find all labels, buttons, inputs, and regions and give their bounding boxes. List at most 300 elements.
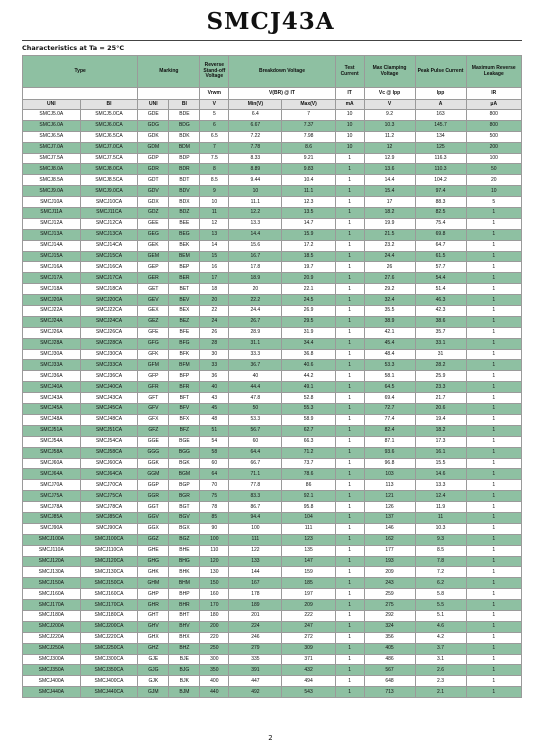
table-cell: SMCJ180A — [23, 610, 81, 621]
header-reverse-standoff: Reverse Stand-off Voltage — [200, 56, 229, 88]
table-row — [23, 665, 522, 676]
table-cell: 1 — [466, 295, 521, 306]
table-row — [23, 175, 522, 186]
table-cell: 35.5 — [364, 306, 415, 317]
table-cell: 22 — [200, 306, 229, 317]
table-cell: 6.2 — [415, 578, 466, 589]
table-cell: SMCJ90CA — [80, 523, 138, 534]
table-cell: 800 — [466, 120, 521, 131]
table-cell: 21.5 — [364, 229, 415, 240]
table-cell: 1 — [466, 436, 521, 447]
table-cell: 1 — [335, 632, 364, 643]
table-cell: 51 — [200, 425, 229, 436]
table-cell: SMCJ24CA — [80, 316, 138, 327]
table-cell: 1 — [466, 208, 521, 219]
table-cell: 10.4 — [282, 175, 335, 186]
table-cell: BEZ — [169, 316, 200, 327]
table-cell: SMCJ440A — [23, 687, 81, 698]
table-cell: BDP — [169, 153, 200, 164]
table-cell: GDX — [138, 197, 169, 208]
unit-marking-uni: UNI — [138, 100, 169, 110]
table-cell: 71.2 — [282, 447, 335, 458]
table-cell: 1 — [466, 338, 521, 349]
table-cell: 53.3 — [364, 360, 415, 371]
table-cell: GHE — [138, 545, 169, 556]
header-row — [23, 56, 522, 88]
table-cell: SMCJ300A — [23, 654, 81, 665]
table-cell: GGK — [138, 458, 169, 469]
table-cell: 292 — [364, 610, 415, 621]
table-row — [23, 567, 522, 578]
table-cell: 13.6 — [364, 164, 415, 175]
table-cell: 222 — [282, 610, 335, 621]
table-cell: GDG — [138, 120, 169, 131]
table-cell: 1 — [335, 643, 364, 654]
table-cell: SMCJ26CA — [80, 327, 138, 338]
table-cell: GJM — [138, 687, 169, 698]
table-cell: 86.7 — [229, 502, 282, 513]
table-cell: 85 — [200, 512, 229, 523]
unit-ua: μA — [466, 100, 521, 110]
table-cell: 713 — [364, 687, 415, 698]
table-cell: SMCJ18A — [23, 284, 81, 295]
table-cell: GDZ — [138, 208, 169, 219]
table-cell: 120 — [200, 556, 229, 567]
table-row — [23, 687, 522, 698]
table-cell: 1 — [335, 316, 364, 327]
table-cell: 10 — [335, 131, 364, 142]
table-cell: 58 — [200, 447, 229, 458]
table-cell: 1 — [335, 600, 364, 611]
table-cell: 1 — [466, 480, 521, 491]
table-cell: 83.3 — [229, 491, 282, 502]
table-cell: GDM — [138, 142, 169, 153]
table-cell: 46.3 — [415, 295, 466, 306]
table-cell: GDR — [138, 164, 169, 175]
table-cell: 1 — [335, 534, 364, 545]
table-cell: GFR — [138, 382, 169, 393]
table-cell: 110.3 — [415, 164, 466, 175]
table-cell: BEE — [169, 218, 200, 229]
table-cell: 1 — [466, 610, 521, 621]
table-cell: BGE — [169, 436, 200, 447]
table-cell: 64.7 — [415, 240, 466, 251]
unit-uni: UNI — [23, 100, 81, 110]
table-cell: 144 — [229, 567, 282, 578]
table-cell: 197 — [282, 589, 335, 600]
table-cell: 13 — [200, 229, 229, 240]
header-type: Type — [23, 56, 138, 88]
table-cell: BET — [169, 284, 200, 295]
table-cell: SMCJ120CA — [80, 556, 138, 567]
table-cell: SMCJ220CA — [80, 632, 138, 643]
table-cell: SMCJ22A — [23, 306, 81, 317]
table-cell: 12.9 — [364, 153, 415, 164]
table-cell: SMCJ14CA — [80, 240, 138, 251]
table-cell: 40 — [200, 382, 229, 393]
table-cell: SMCJ78CA — [80, 502, 138, 513]
table-cell: 122 — [229, 545, 282, 556]
table-cell: 1 — [335, 208, 364, 219]
table-cell: BDG — [169, 120, 200, 131]
table-cell: 12 — [364, 142, 415, 153]
table-cell: SMCJ440CA — [80, 687, 138, 698]
table-cell: 5.5 — [415, 600, 466, 611]
table-cell: 1 — [466, 512, 521, 523]
table-cell: 21.7 — [415, 393, 466, 404]
table-cell: 648 — [364, 676, 415, 687]
table-cell: SMCJ100CA — [80, 534, 138, 545]
table-cell: SMCJ120A — [23, 556, 81, 567]
table-cell: 1 — [466, 284, 521, 295]
table-cell: 1 — [466, 458, 521, 469]
table-cell: 22.1 — [282, 284, 335, 295]
table-cell: 250 — [200, 643, 229, 654]
table-cell: 31.9 — [282, 327, 335, 338]
table-cell: 130 — [200, 567, 229, 578]
table-cell: SMCJ43CA — [80, 393, 138, 404]
table-cell: 19.7 — [282, 262, 335, 273]
table-cell: BGT — [169, 502, 200, 513]
table-cell: GJK — [138, 676, 169, 687]
table-cell: SMCJ110CA — [80, 545, 138, 556]
table-cell: 1 — [466, 425, 521, 436]
table-cell: 10.3 — [364, 120, 415, 131]
table-cell: BDZ — [169, 208, 200, 219]
table-cell: 87.1 — [364, 436, 415, 447]
table-cell: 15.5 — [415, 458, 466, 469]
table-cell: 22.2 — [229, 295, 282, 306]
table-cell: 20.6 — [415, 404, 466, 415]
table-cell: 60 — [229, 436, 282, 447]
table-cell: 2.1 — [415, 687, 466, 698]
table-cell: GDE — [138, 110, 169, 121]
table-cell: 200 — [200, 621, 229, 632]
table-cell: 43 — [200, 393, 229, 404]
table-cell: 1 — [466, 393, 521, 404]
table-cell: 440 — [200, 687, 229, 698]
table-cell: BDM — [169, 142, 200, 153]
table-cell: 567 — [364, 665, 415, 676]
unit-ma: mA — [335, 100, 364, 110]
table-cell: 25.9 — [415, 371, 466, 382]
table-cell: 1 — [466, 240, 521, 251]
table-cell: 1 — [335, 218, 364, 229]
table-cell: 7.2 — [415, 567, 466, 578]
table-cell: 71.1 — [229, 469, 282, 480]
table-cell: 1 — [335, 306, 364, 317]
table-cell: GFX — [138, 414, 169, 425]
table-cell: 275 — [364, 600, 415, 611]
table-cell: 137 — [364, 512, 415, 523]
table-cell: 1 — [466, 665, 521, 676]
table-cell: 86 — [282, 480, 335, 491]
table-cell: 56.7 — [229, 425, 282, 436]
characteristics-table — [22, 55, 522, 698]
table-cell: 26 — [364, 262, 415, 273]
table-cell: 1 — [335, 360, 364, 371]
table-cell: 1 — [335, 338, 364, 349]
table-cell: 17.3 — [415, 436, 466, 447]
table-cell: 9.3 — [415, 534, 466, 545]
table-cell: 9.44 — [229, 175, 282, 186]
table-cell: BGG — [169, 447, 200, 458]
table-cell: 14.7 — [282, 218, 335, 229]
table-cell: SMCJ60A — [23, 458, 81, 469]
table-cell: 34.4 — [282, 338, 335, 349]
table-cell: BEX — [169, 306, 200, 317]
table-cell: 200 — [466, 142, 521, 153]
table-cell: 13.5 — [282, 208, 335, 219]
table-cell: 54 — [200, 436, 229, 447]
table-cell: 9.83 — [282, 164, 335, 175]
table-cell: 224 — [229, 621, 282, 632]
table-cell: 1 — [466, 371, 521, 382]
table-cell: 62.7 — [282, 425, 335, 436]
table-cell: 1 — [466, 632, 521, 643]
symbol-it: IT — [335, 88, 364, 100]
table-cell: SMCJ15A — [23, 251, 81, 262]
table-cell: 47.8 — [229, 393, 282, 404]
table-cell: BHE — [169, 545, 200, 556]
table-cell: SMCJ85A — [23, 512, 81, 523]
table-cell: 1 — [466, 545, 521, 556]
table-cell: SMCJ28CA — [80, 338, 138, 349]
table-cell: 14 — [200, 240, 229, 251]
symbol-row — [23, 88, 522, 100]
table-cell: SMCJ150CA — [80, 578, 138, 589]
table-cell: 1 — [466, 600, 521, 611]
table-cell: BFR — [169, 382, 200, 393]
table-cell: SMCJ45CA — [80, 404, 138, 415]
table-cell: 33.3 — [229, 349, 282, 360]
table-cell: BHG — [169, 556, 200, 567]
table-cell: 14.4 — [364, 175, 415, 186]
table-cell: 23.3 — [415, 382, 466, 393]
table-cell: SMCJ160CA — [80, 589, 138, 600]
table-cell: SMCJ200CA — [80, 621, 138, 632]
table-cell: SMCJ400CA — [80, 676, 138, 687]
table-cell: BHT — [169, 610, 200, 621]
table-cell: 1 — [335, 654, 364, 665]
table-cell: GER — [138, 273, 169, 284]
table-cell: 7.5 — [200, 153, 229, 164]
table-cell: 42.1 — [364, 327, 415, 338]
table-cell: 10.3 — [415, 523, 466, 534]
table-cell: GFT — [138, 393, 169, 404]
table-cell: 8.5 — [415, 545, 466, 556]
symbol-vbr: V(BR) @ IT — [229, 88, 335, 100]
table-cell: 486 — [364, 654, 415, 665]
table-cell: 1 — [466, 327, 521, 338]
table-cell: 447 — [229, 676, 282, 687]
table-cell: BGM — [169, 469, 200, 480]
table-cell: SMCJ6.0CA — [80, 120, 138, 131]
table-cell: 150 — [200, 578, 229, 589]
table-cell: BDV — [169, 186, 200, 197]
table-cell: BJM — [169, 687, 200, 698]
table-cell: GEK — [138, 240, 169, 251]
table-cell: BGR — [169, 491, 200, 502]
symbol-vrwm: Vrwm — [200, 88, 229, 100]
table-cell: 494 — [282, 676, 335, 687]
table-cell: GEX — [138, 306, 169, 317]
table-cell: 1 — [335, 545, 364, 556]
table-cell: 18.9 — [229, 273, 282, 284]
page-number: 2 — [268, 734, 273, 742]
table-cell: SMCJ70A — [23, 480, 81, 491]
table-cell: SMCJ16A — [23, 262, 81, 273]
unit-bi: BI — [80, 100, 138, 110]
table-row — [23, 502, 522, 513]
table-row — [23, 600, 522, 611]
table-cell: 15.4 — [364, 186, 415, 197]
table-cell: SMCJ9.0A — [23, 186, 81, 197]
table-cell: BFT — [169, 393, 200, 404]
table-row — [23, 447, 522, 458]
table-cell: 61.5 — [415, 251, 466, 262]
table-cell: 12.2 — [229, 208, 282, 219]
table-cell: 177 — [364, 545, 415, 556]
table-cell: 7.78 — [229, 142, 282, 153]
table-cell: GGT — [138, 502, 169, 513]
table-cell: 8 — [200, 164, 229, 175]
table-cell: 31 — [415, 349, 466, 360]
table-cell: 11 — [200, 208, 229, 219]
table-cell: 1 — [466, 251, 521, 262]
symbol-ir: IR — [466, 88, 521, 100]
table-cell: 19.4 — [415, 414, 466, 425]
table-row — [23, 632, 522, 643]
table-cell: 146 — [364, 523, 415, 534]
table-cell: 159 — [282, 567, 335, 578]
unit-max: Max(V) — [282, 100, 335, 110]
table-cell: 31.1 — [229, 338, 282, 349]
table-cell: BHM — [169, 578, 200, 589]
table-cell: 1 — [466, 262, 521, 273]
table-cell: 4.2 — [415, 632, 466, 643]
table-cell: 58.9 — [282, 414, 335, 425]
header-test-current: Test Current — [335, 56, 364, 88]
table-cell: SMCJ51CA — [80, 425, 138, 436]
table-row — [23, 273, 522, 284]
table-cell: 28 — [200, 338, 229, 349]
table-cell: SMCJ30A — [23, 349, 81, 360]
table-cell: SMCJ8.0CA — [80, 164, 138, 175]
table-cell: SMCJ11CA — [80, 208, 138, 219]
table-cell: SMCJ14A — [23, 240, 81, 251]
table-row — [23, 131, 522, 142]
table-cell: 18.2 — [364, 208, 415, 219]
table-cell: 20.9 — [282, 273, 335, 284]
table-cell: 11.2 — [364, 131, 415, 142]
table-cell: SMCJ10CA — [80, 197, 138, 208]
table-cell: 52.8 — [282, 393, 335, 404]
table-cell: BGK — [169, 458, 200, 469]
table-cell: 88.3 — [415, 197, 466, 208]
table-cell: 111 — [282, 523, 335, 534]
table-cell: 9 — [200, 186, 229, 197]
table-cell: 1 — [335, 240, 364, 251]
table-cell: 162 — [364, 534, 415, 545]
table-cell: GGV — [138, 512, 169, 523]
table-cell: GGX — [138, 523, 169, 534]
table-cell: 1 — [466, 676, 521, 687]
table-row — [23, 284, 522, 295]
table-cell: 44.4 — [229, 382, 282, 393]
table-cell: SMCJ12A — [23, 218, 81, 229]
table-row — [23, 327, 522, 338]
table-cell: SMCJ5.0CA — [80, 110, 138, 121]
table-cell: GFP — [138, 371, 169, 382]
table-cell: 1 — [335, 382, 364, 393]
table-cell: 100 — [466, 153, 521, 164]
table-cell: 246 — [229, 632, 282, 643]
table-cell: SMCJ22CA — [80, 306, 138, 317]
table-cell: 38.9 — [364, 316, 415, 327]
table-cell: SMCJ8.5A — [23, 175, 81, 186]
table-cell: SMCJ9.0CA — [80, 186, 138, 197]
table-cell: 96.8 — [364, 458, 415, 469]
table-cell: 15 — [200, 251, 229, 262]
table-cell: SMCJ60CA — [80, 458, 138, 469]
table-cell: SMCJ16CA — [80, 262, 138, 273]
table-row — [23, 240, 522, 251]
table-cell: 1 — [335, 469, 364, 480]
table-cell: SMCJ43A — [23, 393, 81, 404]
table-cell: SMCJ54CA — [80, 436, 138, 447]
table-cell: 16.1 — [415, 447, 466, 458]
unit-v2: V — [364, 100, 415, 110]
table-cell: 3.7 — [415, 643, 466, 654]
table-cell: 33.1 — [415, 338, 466, 349]
table-cell: 100 — [200, 534, 229, 545]
table-cell: 5.8 — [415, 589, 466, 600]
table-cell: BGX — [169, 523, 200, 534]
table-cell: 12 — [200, 218, 229, 229]
table-cell: 1 — [335, 512, 364, 523]
table-cell: 1 — [466, 404, 521, 415]
table-cell: 300 — [200, 654, 229, 665]
table-cell: SMCJ10A — [23, 197, 81, 208]
table-cell: SMCJ30CA — [80, 349, 138, 360]
table-cell: SMCJ12CA — [80, 218, 138, 229]
table-cell: 48.4 — [364, 349, 415, 360]
symbol-vc: Vc @ Ipp — [364, 88, 415, 100]
table-cell: 1 — [466, 589, 521, 600]
table-cell: 400 — [200, 676, 229, 687]
table-cell: 64.5 — [364, 382, 415, 393]
table-row — [23, 164, 522, 175]
table-cell: 1 — [335, 556, 364, 567]
table-cell: 1 — [335, 567, 364, 578]
table-cell: 17.2 — [282, 240, 335, 251]
table-cell: 10 — [335, 110, 364, 121]
table-cell: 1 — [335, 327, 364, 338]
table-cell: 350 — [200, 665, 229, 676]
header-breakdown: Breakdown Voltage — [229, 56, 335, 88]
table-cell: BJK — [169, 676, 200, 687]
table-row — [23, 469, 522, 480]
table-cell: 201 — [229, 610, 282, 621]
table-cell: 1 — [466, 567, 521, 578]
table-cell: GGR — [138, 491, 169, 502]
table-cell: 1 — [335, 578, 364, 589]
table-cell: SMCJ36A — [23, 371, 81, 382]
table-row — [23, 338, 522, 349]
table-cell: GFZ — [138, 425, 169, 436]
table-cell: 8.5 — [200, 175, 229, 186]
